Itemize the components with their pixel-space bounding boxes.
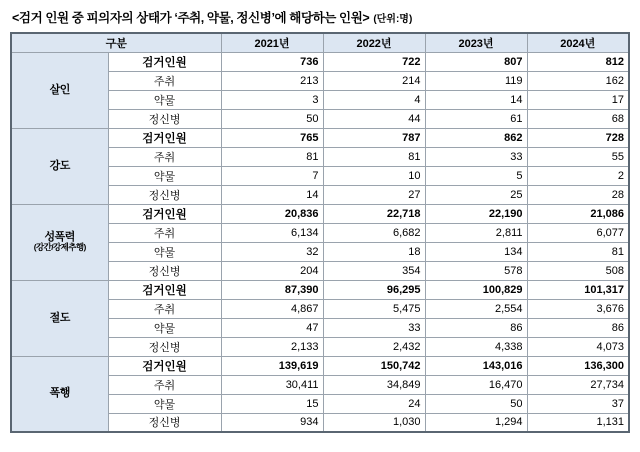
cell-1-3-2022: 27 — [323, 185, 425, 204]
group-name-0: 살인 — [49, 83, 70, 96]
page-title: <검거 인원 중 피의자의 상태가 ‘주취, 약물, 정신병’에 해당하는 인원> — [12, 11, 370, 25]
group-name-1: 강도 — [49, 159, 70, 172]
cell-4-3-2024: 1,131 — [527, 413, 629, 432]
cell-1-1-2021: 81 — [221, 147, 323, 166]
cell-4-1-2022: 34,849 — [323, 375, 425, 394]
header-year-2021: 2021년 — [221, 33, 323, 52]
cell-0-3-2022: 44 — [323, 109, 425, 128]
cell-4-1-2023: 16,470 — [425, 375, 527, 394]
row-label-4-0: 검거인원 — [108, 356, 221, 375]
row-label-2-3: 정신병 — [108, 261, 221, 280]
row-label-4-3: 정신병 — [108, 413, 221, 432]
cell-3-3-2023: 4,338 — [425, 337, 527, 356]
cell-0-0-2022: 722 — [323, 52, 425, 71]
group-name-2: 성폭력 — [44, 230, 75, 243]
row-label-1-3: 정신병 — [108, 185, 221, 204]
row-label-1-0: 검거인원 — [108, 128, 221, 147]
cell-2-1-2022: 6,682 — [323, 223, 425, 242]
cell-0-1-2021: 213 — [221, 71, 323, 90]
cell-1-1-2024: 55 — [527, 147, 629, 166]
group-label-0 — [11, 52, 108, 128]
table-row — [11, 52, 629, 71]
cell-0-1-2022: 214 — [323, 71, 425, 90]
row-label-3-1: 주취 — [108, 299, 221, 318]
cell-0-3-2023: 61 — [425, 109, 527, 128]
table-row — [11, 280, 629, 299]
cell-1-2-2023: 5 — [425, 166, 527, 185]
group-name-4: 폭행 — [49, 387, 70, 400]
cell-2-1-2024: 6,077 — [527, 223, 629, 242]
cell-2-0-2024: 21,086 — [527, 204, 629, 223]
cell-2-3-2021: 204 — [221, 261, 323, 280]
cell-0-1-2024: 162 — [527, 71, 629, 90]
cell-3-2-2021: 47 — [221, 318, 323, 337]
cell-0-2-2024: 17 — [527, 90, 629, 109]
row-label-1-1: 주취 — [108, 147, 221, 166]
cell-0-3-2024: 68 — [527, 109, 629, 128]
group-label-1 — [11, 128, 108, 204]
cell-4-1-2021: 30,411 — [221, 375, 323, 394]
header-year-2023: 2023년 — [425, 33, 527, 52]
cell-4-0-2022: 150,742 — [323, 356, 425, 375]
cell-4-3-2021: 934 — [221, 413, 323, 432]
statistics-table — [10, 32, 630, 433]
row-label-0-2: 약물 — [108, 90, 221, 109]
cell-2-0-2023: 22,190 — [425, 204, 527, 223]
row-label-2-0: 검거인원 — [108, 204, 221, 223]
cell-0-1-2023: 119 — [425, 71, 527, 90]
table-row — [11, 356, 629, 375]
row-label-3-3: 정신병 — [108, 337, 221, 356]
cell-1-1-2023: 33 — [425, 147, 527, 166]
cell-4-2-2024: 37 — [527, 394, 629, 413]
cell-3-0-2024: 101,317 — [527, 280, 629, 299]
cell-3-2-2024: 86 — [527, 318, 629, 337]
cell-4-0-2024: 136,300 — [527, 356, 629, 375]
row-label-2-2: 약물 — [108, 242, 221, 261]
cell-0-2-2022: 4 — [323, 90, 425, 109]
cell-3-3-2022: 2,432 — [323, 337, 425, 356]
cell-4-1-2024: 27,734 — [527, 375, 629, 394]
cell-2-2-2024: 81 — [527, 242, 629, 261]
table-header — [11, 33, 629, 52]
cell-3-3-2024: 4,073 — [527, 337, 629, 356]
row-label-4-1: 주취 — [108, 375, 221, 394]
cell-3-0-2021: 87,390 — [221, 280, 323, 299]
row-label-2-1: 주취 — [108, 223, 221, 242]
cell-0-0-2024: 812 — [527, 52, 629, 71]
row-label-3-2: 약물 — [108, 318, 221, 337]
cell-2-2-2022: 18 — [323, 242, 425, 261]
cell-3-1-2024: 3,676 — [527, 299, 629, 318]
cell-3-0-2022: 96,295 — [323, 280, 425, 299]
row-label-4-2: 약물 — [108, 394, 221, 413]
cell-3-2-2023: 86 — [425, 318, 527, 337]
cell-1-3-2023: 25 — [425, 185, 527, 204]
header-category: 구분 — [11, 33, 221, 52]
cell-4-2-2023: 50 — [425, 394, 527, 413]
cell-1-0-2023: 862 — [425, 128, 527, 147]
cell-1-1-2022: 81 — [323, 147, 425, 166]
cell-0-2-2021: 3 — [221, 90, 323, 109]
cell-1-2-2022: 10 — [323, 166, 425, 185]
cell-2-1-2023: 2,811 — [425, 223, 527, 242]
cell-4-0-2023: 143,016 — [425, 356, 527, 375]
cell-4-0-2021: 139,619 — [221, 356, 323, 375]
header-year-2022: 2022년 — [323, 33, 425, 52]
row-label-1-2: 약물 — [108, 166, 221, 185]
cell-0-0-2023: 807 — [425, 52, 527, 71]
table-row — [11, 128, 629, 147]
cell-2-1-2021: 6,134 — [221, 223, 323, 242]
group-label-2 — [11, 204, 108, 280]
cell-4-3-2022: 1,030 — [323, 413, 425, 432]
cell-3-1-2022: 5,475 — [323, 299, 425, 318]
cell-3-1-2023: 2,554 — [425, 299, 527, 318]
row-label-3-0: 검거인원 — [108, 280, 221, 299]
table-row — [11, 204, 629, 223]
cell-2-2-2021: 32 — [221, 242, 323, 261]
cell-4-2-2022: 24 — [323, 394, 425, 413]
header-row — [11, 33, 629, 52]
cell-2-0-2021: 20,836 — [221, 204, 323, 223]
cell-1-0-2024: 728 — [527, 128, 629, 147]
cell-3-1-2021: 4,867 — [221, 299, 323, 318]
cell-3-2-2022: 33 — [323, 318, 425, 337]
row-label-0-1: 주취 — [108, 71, 221, 90]
table-body — [11, 52, 629, 432]
cell-2-2-2023: 134 — [425, 242, 527, 261]
cell-2-3-2024: 508 — [527, 261, 629, 280]
cell-1-3-2021: 14 — [221, 185, 323, 204]
group-sub-2: (강간/강제추행) — [33, 242, 86, 253]
cell-0-2-2023: 14 — [425, 90, 527, 109]
title-row — [12, 8, 630, 26]
cell-1-0-2022: 787 — [323, 128, 425, 147]
header-year-2024: 2024년 — [527, 33, 629, 52]
cell-1-0-2021: 765 — [221, 128, 323, 147]
cell-3-0-2023: 100,829 — [425, 280, 527, 299]
unit-note: (단위:명) — [373, 14, 413, 25]
cell-2-3-2023: 578 — [425, 261, 527, 280]
cell-1-2-2024: 2 — [527, 166, 629, 185]
cell-1-3-2024: 28 — [527, 185, 629, 204]
group-label-4 — [11, 356, 108, 432]
row-label-0-0: 검거인원 — [108, 52, 221, 71]
cell-0-3-2021: 50 — [221, 109, 323, 128]
cell-2-3-2022: 354 — [323, 261, 425, 280]
cell-4-2-2021: 15 — [221, 394, 323, 413]
cell-4-3-2023: 1,294 — [425, 413, 527, 432]
cell-2-0-2022: 22,718 — [323, 204, 425, 223]
cell-3-3-2021: 2,133 — [221, 337, 323, 356]
cell-0-0-2021: 736 — [221, 52, 323, 71]
group-label-3 — [11, 280, 108, 356]
row-label-0-3: 정신병 — [108, 109, 221, 128]
group-name-3: 절도 — [49, 311, 70, 324]
cell-1-2-2021: 7 — [221, 166, 323, 185]
